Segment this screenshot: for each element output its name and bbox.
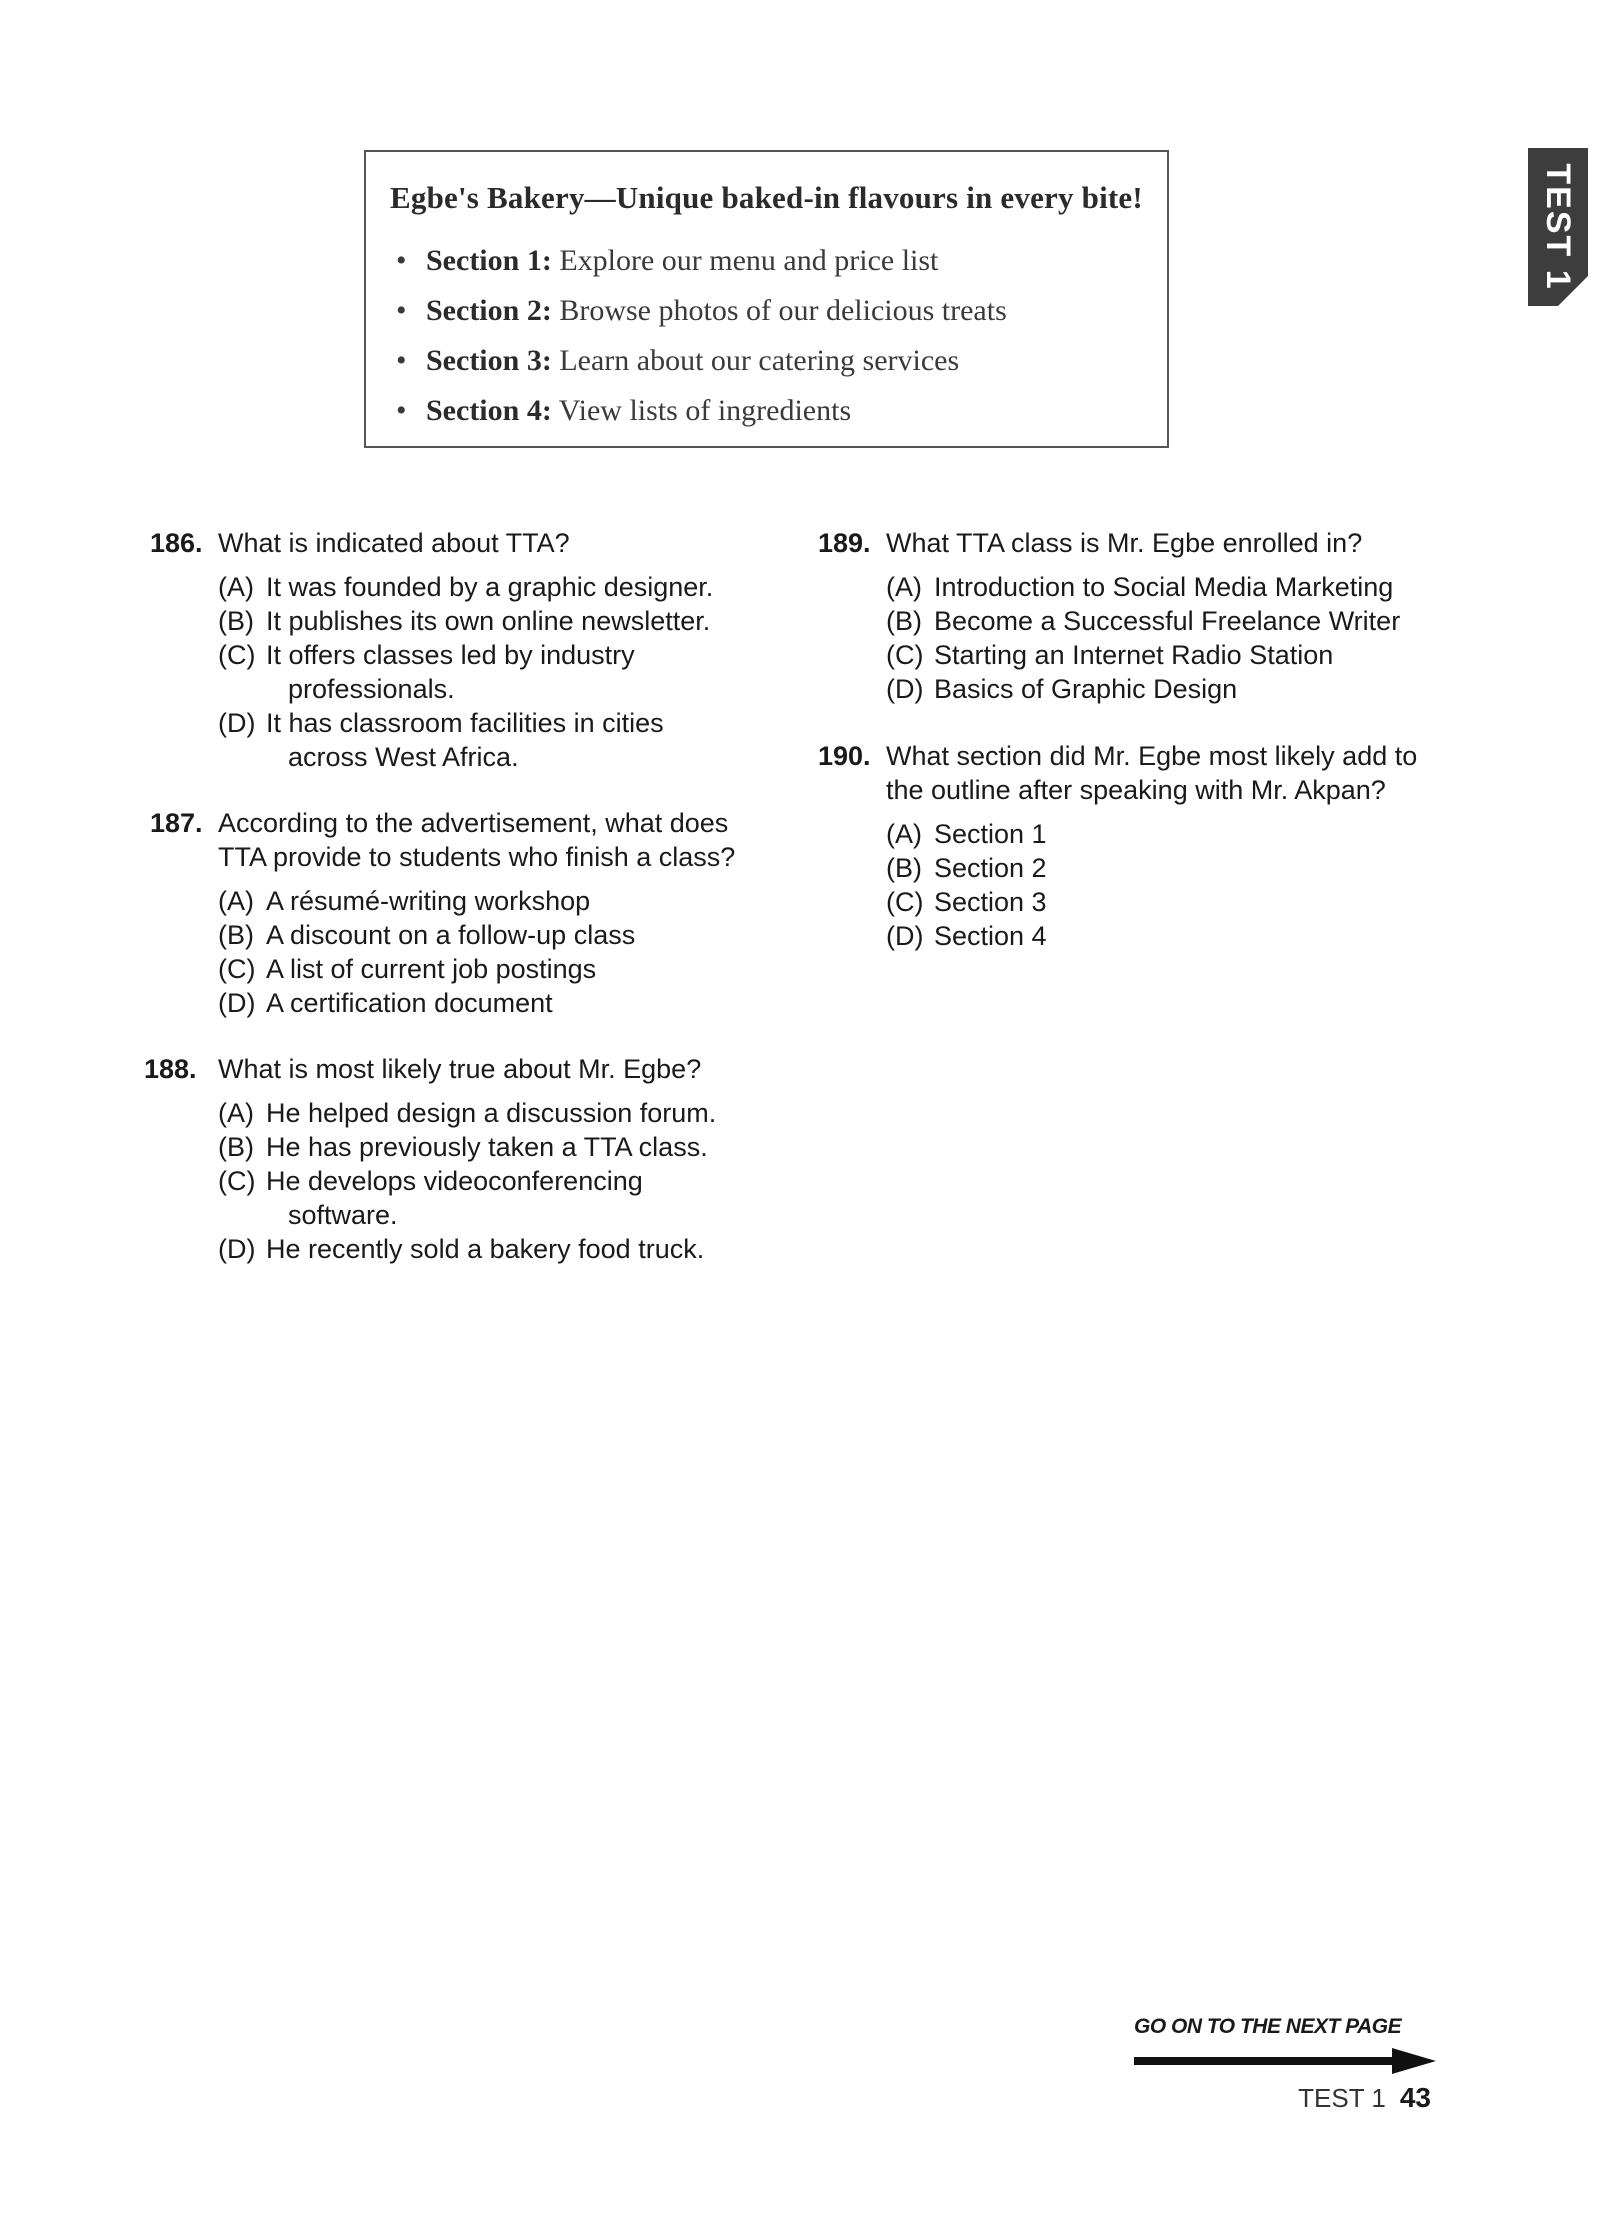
question-stem: According to the advertisement, what does TTA provide to students who finish a class?	[218, 808, 736, 872]
answer-options	[886, 570, 1458, 706]
question-number: 189.	[818, 528, 871, 558]
question-number: 188.	[144, 1054, 197, 1084]
answer-option[interactable]: (A) He helped design a discussion forum.	[218, 1098, 717, 1128]
next-page-label: GO ON TO THE NEXT PAGE	[1134, 2015, 1402, 2038]
answer-options	[218, 570, 790, 774]
answer-option[interactable]: (D) A certification document	[218, 988, 553, 1018]
question-188	[144, 1052, 824, 1266]
answer-option[interactable]: (B) He has previously taken a TTA class.	[218, 1132, 708, 1162]
question-number: 186.	[150, 528, 203, 558]
bullet-icon: •	[396, 394, 407, 427]
answer-option[interactable]: (A) It was founded by a graphic designer.	[218, 572, 714, 602]
bullet-icon: •	[396, 344, 407, 377]
answer-options	[218, 1096, 824, 1266]
right-arrow-icon	[1134, 2046, 1444, 2076]
question-stem: What is most likely true about Mr. Egbe?	[218, 1054, 702, 1084]
bullet-icon: •	[396, 294, 407, 327]
section-item: • Section 4: View lists of ingredients	[396, 394, 852, 427]
section-item: • Section 1: Explore our menu and price list	[396, 244, 939, 277]
question-190	[818, 739, 1458, 953]
question-stem: What TTA class is Mr. Egbe enrolled in?	[886, 528, 1363, 558]
answer-option[interactable]: (C) A list of current job postings	[218, 954, 597, 984]
page-number: 43	[1399, 2082, 1431, 2113]
answer-options	[886, 817, 1458, 953]
answer-option[interactable]: (B) Section 2	[886, 853, 1047, 883]
answer-option[interactable]: (D) Basics of Graphic Design	[886, 674, 1238, 704]
section-item: • Section 3: Learn about our catering services	[396, 344, 960, 377]
answer-option[interactable]: (C) Section 3	[886, 887, 1047, 917]
answer-option[interactable]: (B) A discount on a follow-up class	[218, 920, 636, 950]
page-footer	[1298, 2082, 1431, 2114]
answer-option[interactable]: (A) Section 1	[886, 819, 1047, 849]
question-number: 190.	[818, 741, 871, 771]
test-side-tab-label: TEST 1	[1539, 163, 1578, 291]
answer-option[interactable]: (D) Section 4	[886, 921, 1047, 951]
answer-option[interactable]: (A) Introduction to Social Media Marketing	[886, 572, 1394, 602]
answer-option[interactable]: (A) A résumé-writing workshop	[218, 886, 591, 916]
answer-option[interactable]: (B) It publishes its own online newsletter.	[218, 606, 711, 636]
question-stem: What is indicated about TTA?	[218, 528, 570, 558]
answer-option[interactable]: (C) He develops videoconferencing software.	[218, 1166, 643, 1230]
answer-option[interactable]: (C) It offers classes led by industry professionals.	[218, 640, 635, 704]
answer-option[interactable]: (B) Become a Successful Freelance Writer	[886, 606, 1401, 636]
box-title: Egbe's Bakery—Unique baked-in flavours in every bite!	[390, 180, 1143, 215]
tab-corner-cut	[1558, 276, 1588, 306]
answer-option[interactable]: (D) It has classroom facilities in cities across West Africa.	[218, 708, 664, 772]
section-item: • Section 2: Browse photos of our delicious treats	[396, 294, 1007, 327]
footer-test-label: TEST 1	[1298, 2083, 1386, 2113]
bullet-icon: •	[396, 244, 407, 277]
answer-option[interactable]: (C) Starting an Internet Radio Station	[886, 640, 1334, 670]
bakery-outline-box	[364, 150, 1169, 448]
answer-option[interactable]: (D) He recently sold a bakery food truck.	[218, 1234, 705, 1264]
section-list	[390, 244, 1167, 444]
question-stem: What section did Mr. Egbe most likely add to the outline after speaking with Mr. Akpan?	[886, 741, 1418, 805]
answer-options	[218, 884, 810, 1020]
question-189	[818, 526, 1458, 706]
question-186	[150, 526, 790, 774]
question-number: 187.	[150, 808, 203, 838]
question-187	[150, 806, 810, 1020]
